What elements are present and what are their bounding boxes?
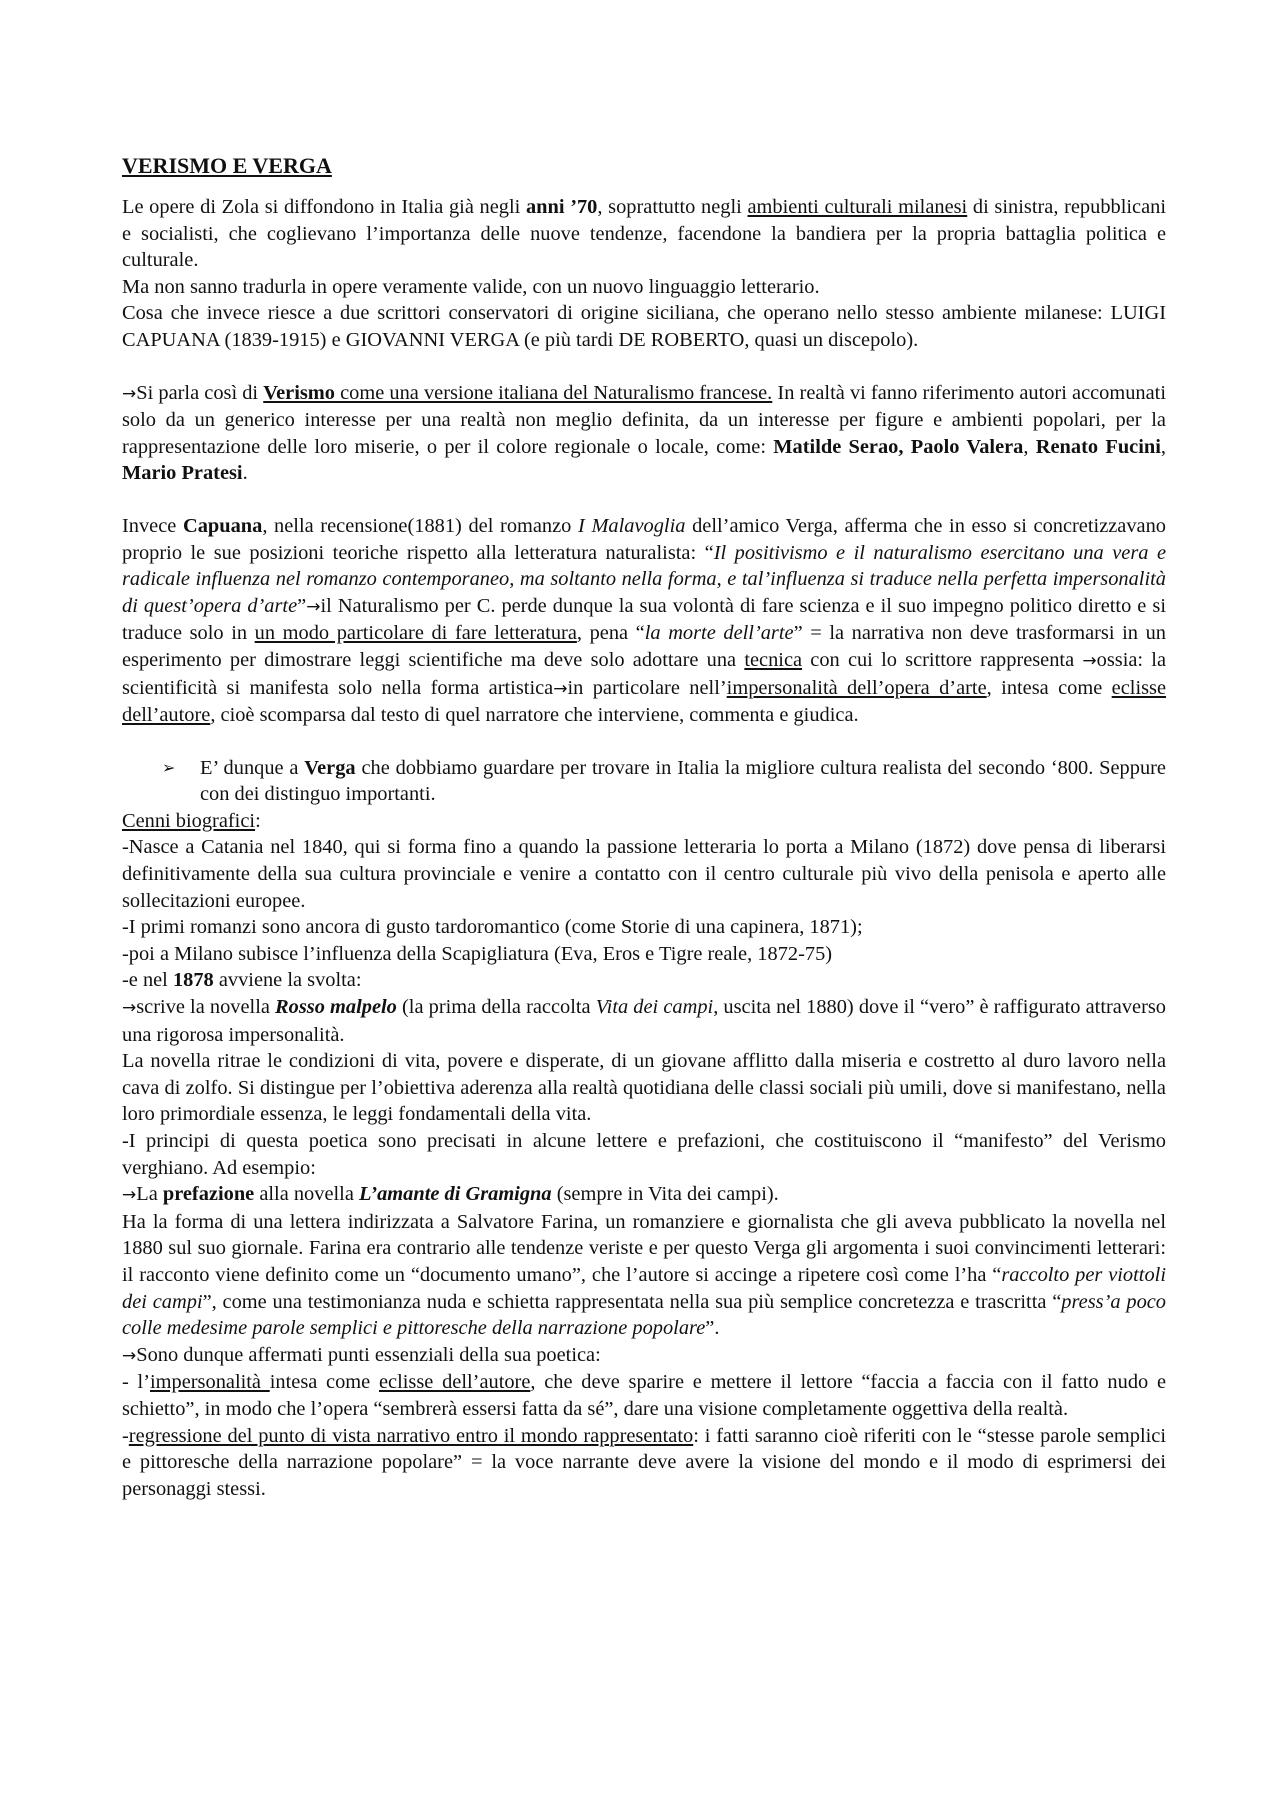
bold-text: Verga	[304, 756, 356, 779]
bold-italic-text: L’amante di Gramigna	[358, 1183, 552, 1206]
bold-text: Capuana	[182, 514, 263, 537]
section-heading-cenni	[122, 808, 1166, 835]
bold-italic-text: Rosso malpelo	[275, 996, 397, 1019]
paragraph-zola	[122, 194, 1166, 274]
bio-line	[122, 1423, 1166, 1503]
text-run: scrive la novella	[136, 996, 276, 1019]
underlined-text: impersonalità dell’opera d’arte	[726, 676, 987, 699]
text-run: ”, come una testimonianza nuda e schietta rappresentata nella sua più semplice concretezza e trascritta “	[202, 1290, 1062, 1313]
text-run: In realtà vi fanno riferimento autori accomunati solo da un generico interesse per una realtà non meglio definita, da un interesse per figure e ambienti popolari, per la rappresentazione delle loro miserie, o per il colore regionale o locale, come:	[122, 381, 1166, 458]
bio-line	[122, 1209, 1166, 1342]
bullet-arrow-icon: ➢	[162, 757, 176, 777]
underlined-text: eclisse dell’autore	[122, 676, 1167, 727]
bold-text: prefazione	[162, 1183, 255, 1206]
arrow-icon: →	[306, 596, 321, 617]
bio-line	[122, 967, 1166, 994]
spacer	[122, 487, 1166, 513]
bold-text: Mario Pratesi	[122, 462, 243, 485]
text-run: ,	[1160, 435, 1166, 458]
paragraph-tradurla: Ma non sanno tradurla in opere veramente valide, con un nuovo linguaggio letterario.	[122, 275, 820, 298]
text-run: , nella recensione(1881) del romanzo	[262, 514, 579, 537]
text-run: avviene la svolta:	[213, 969, 362, 992]
text-run: in particolare nell’	[567, 676, 727, 699]
text-run: -e nel	[122, 969, 173, 992]
text-run: (la prima della raccolta	[396, 996, 596, 1019]
arrow-icon: →	[1082, 650, 1097, 671]
text-run: con cui lo scrittore rappresenta	[802, 648, 1083, 671]
text-run: Invece	[122, 514, 183, 537]
text-run: , che deve sparire e mettere il lettore “faccia a faccia con il fatto nudo e schietto”, in modo che l’opera “sembrerà essersi fatta da sé”, dare una visione completamente oggettiva della realtà.	[122, 1371, 1167, 1420]
bio-line: -I primi romanzi sono ancora di gusto tardoromantico (come Storie di una capinera, 1871);	[122, 916, 863, 939]
text-run: ”	[297, 594, 307, 617]
text-run: alla novella	[254, 1183, 359, 1206]
arrow-icon: →	[122, 1345, 137, 1366]
bio-line	[122, 1369, 1166, 1422]
text-run: , uscita nel 1880) dove il “vero” è raffigurato attraverso una rigorosa impersonalità.	[122, 996, 1166, 1046]
paragraph-capuana-verga: Cosa che invece riesce a due scrittori conservatori di origine siciliana, che operano nello stesso ambiente milanese: LUIGI CAPUANA (1839-1915) e GIOVANNI VERGA (e più tardi DE ROBERTO, quasi un discepolo).	[122, 302, 1166, 351]
italic-text: Vita dei campi	[595, 996, 714, 1019]
underlined-text: tecnica	[744, 648, 803, 671]
text-run: E’ dunque a	[200, 756, 305, 779]
text-run: La	[136, 1183, 163, 1206]
bold-text: anni ’70	[525, 196, 598, 218]
underlined-text: impersonalità	[150, 1371, 270, 1394]
arrow-icon: →	[122, 1185, 137, 1206]
bold-text: Verismo	[263, 381, 335, 404]
paragraph-capuana-recensione	[122, 513, 1166, 729]
arrow-icon: →	[122, 998, 137, 1019]
italic-text: press’a poco colle medesime parole semplici e pittoresche della narrazione popolare	[122, 1290, 1167, 1340]
text-run: (sempre in Vita dei campi).	[551, 1183, 779, 1206]
italic-text: la morte dell’arte	[644, 622, 794, 645]
bio-line: -poi a Milano subisce l’influenza della Scapigliatura (Eva, Eros e Tigre reale, 1872-75)	[122, 942, 833, 965]
text-run: ossia: la scientificità si manifesta solo nella forma artistica	[122, 648, 1167, 699]
text-run: che dobbiamo guardare per trovare in Italia la migliore cultura realista del secondo ‘800. Seppure con dei distinguo importanti.	[200, 756, 1166, 806]
bullet-item-verga	[122, 755, 1166, 808]
bio-line	[122, 994, 1166, 1048]
text-run: di sinistra, repubblicani e socialisti, che coglievano l’importanza delle nuove tendenze, facendone la bandiera per la propria battaglia politica e culturale.	[122, 196, 1166, 272]
text-run: Sono dunque affermati punti essenziali della sua poetica:	[136, 1343, 601, 1366]
text-run: ,	[1023, 435, 1036, 458]
paragraph-verismo	[122, 380, 1166, 487]
text-run: Ha la forma di una lettera indirizzata a Salvatore Farina, un romanziere e giornalista che gli aveva pubblicato la novella nel 1880 sul suo giornale. Farina era contrario alle tendenze veriste e per questo Verga gli argomenta i suoi convincimenti letterari: il racconto viene definito come un “documento umano”, che l’autore si accinge a ripetere così come l’ha “	[122, 1210, 1166, 1286]
text-run: , soprattutto negli	[597, 196, 748, 218]
spacer	[122, 729, 1166, 755]
text-run: :	[255, 809, 261, 832]
italic-quote: Il positivismo e il naturalismo esercitano una vera e radicale influenza nel romanzo contemporaneo, ma soltanto nella forma, e tal’influenza si traduce nella perfetta impersonalità di quest’opera d’arte	[122, 541, 1166, 617]
text-run: , cioè scomparsa dal testo di quel narratore che interviene, commenta e giudica.	[210, 704, 859, 727]
text-run: Si parla così di	[136, 381, 264, 404]
underlined-text: regressione del punto di vista narrativo entro il mondo rappresentato	[128, 1424, 694, 1447]
bio-line: -I principi di questa poetica sono precisati in alcune lettere e prefazioni, che costituiscono il “manifesto” del Verismo verghiano. Ad esempio:	[122, 1130, 1166, 1179]
arrow-icon: →	[553, 678, 568, 699]
bio-line: La novella ritrae le condizioni di vita, povere e disperate, di un giovane afflitto dalla miseria e costretto al duro lavoro nella cava di zolfo. Si distingue per l’obiettiva aderenza alla realtà quotidiana delle classi sociali più umili, dove si manifestano, nella loro primordiale essenza, le leggi fondamentali della vita.	[122, 1050, 1166, 1126]
text-run: .	[242, 462, 248, 485]
underlined-text: eclisse dell’autore	[378, 1371, 531, 1394]
arrow-icon: →	[122, 383, 137, 404]
text-run: intesa come	[269, 1371, 379, 1394]
text-run: Le opere di Zola si diffondono in Italia già negli	[122, 196, 526, 218]
text-run: , pena “	[576, 622, 645, 645]
text-run: -	[122, 1424, 129, 1447]
bold-text: 1878	[172, 969, 214, 992]
bold-text: Renato Fucini	[1035, 435, 1161, 458]
bio-line: -Nasce a Catania nel 1840, qui si forma fino a quando la passione letteraria lo porta a Milano (1872) dove pensa di liberarsi definitivamente della sua cultura provinciale e venire a contatto con il centro culturale più vivo della penisola e aperto alle sollecitazioni europee.	[122, 836, 1166, 912]
underlined-text: ambienti culturali milanesi	[747, 196, 968, 218]
bio-line	[122, 1181, 1166, 1209]
text-run: dell’amico Verga, afferma che in esso si concretizzavano proprio le sue posizioni teoriche rispetto alla letteratura naturalista: “	[122, 514, 1166, 564]
text-run: ”.	[705, 1317, 720, 1340]
text-run: : i fatti saranno cioè riferiti con le “stesse parole semplici e pittoresche della narrazione popolare” = la voce narrante deve avere la visione del mondo e il modo di esprimersi dei personaggi stessi.	[122, 1424, 1166, 1500]
bold-text: Matilde Serao, Paolo Valera	[773, 435, 1024, 458]
spacer	[122, 354, 1166, 380]
underlined-text: un modo particolare di fare letteratura	[254, 622, 577, 645]
italic-text: raccolto per viottoli dei campi	[122, 1263, 1166, 1313]
text-run: il Naturalismo per C. perde dunque la sua volontà di fare scienza e il suo impegno politico diretto e si traduce solo in	[122, 594, 1166, 645]
italic-text: I Malavoglia	[578, 514, 686, 537]
text-run: , intesa come	[986, 676, 1112, 699]
underlined-text: come una versione italiana del Naturalismo francese.	[334, 381, 773, 404]
bio-line	[122, 1342, 1166, 1370]
page-title: VERISMO E VERGA	[122, 153, 332, 178]
text-run: ” = la narrativa non deve trasformarsi in un esperimento per dimostrare leggi scientifiche ma deve solo adottare una	[122, 622, 1166, 671]
underlined-text: Cenni biografici	[122, 809, 256, 832]
text-run: - l’	[122, 1371, 150, 1394]
